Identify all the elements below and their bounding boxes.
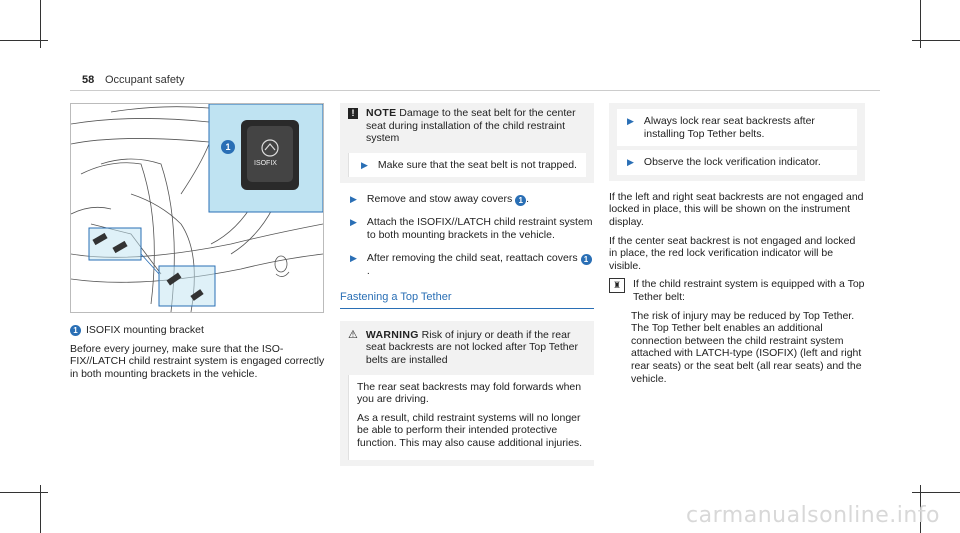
legend-text: ISOFIX mounting bracket xyxy=(86,324,204,336)
step-arrow-icon: ▶ xyxy=(627,157,634,168)
crop-mark xyxy=(912,40,960,41)
column-left xyxy=(70,324,330,380)
warning-body-2: As a result, child restraint systems will no longer be able to perform their intended protective function. This may also cause additional injuries. xyxy=(357,411,583,449)
note-label: NOTE xyxy=(366,107,397,119)
warning-body-1: The rear seat backrests may fold forwards when you are driving. xyxy=(357,380,582,406)
section-title: Occupant safety xyxy=(105,74,185,86)
seat-note-text: If the child restraint system is equipped with a Top Tether belt: xyxy=(633,278,865,303)
legend-callout: 1 xyxy=(70,325,81,336)
note-text: Damage to the seat belt for the center seat during installation of the child restraint system xyxy=(366,107,576,145)
step-text: Remove and stow away covers xyxy=(366,193,513,206)
warning-steps-box xyxy=(609,103,865,181)
step-arrow-icon: ▶ xyxy=(350,194,357,205)
figure-legend xyxy=(70,324,330,337)
warning-text: Risk of injury or death if the rear seat backrests are not locked after Top Tether belts are installed xyxy=(365,328,578,366)
seat-note-body: The risk of injury may be reduced by Top Tether. The Top Tether belt enables an additional connection between the child restraint system attached with LATCH-type (ISOFIX) (left and right rear seats) or the seat belt (all rear seats) and the vehicle. xyxy=(631,309,862,385)
watermark: carmanualsonline.info xyxy=(686,503,940,529)
step-text: After removing the child seat, reattach covers xyxy=(366,251,578,264)
step-text: Always lock rear seat backrests after installing Top Tether belts. xyxy=(643,115,815,140)
isofix-label: ISOFIX xyxy=(254,160,277,167)
step-callout: 1 xyxy=(515,195,526,206)
step-arrow-icon: ▶ xyxy=(350,252,357,263)
crop-mark xyxy=(0,40,48,41)
paragraph: If the center seat backrest is not engaged and locked in place, the red lock verification indicator will be visible. xyxy=(609,234,856,272)
note-box xyxy=(340,103,594,183)
warning-body xyxy=(348,375,594,460)
step-arrow-icon: ▶ xyxy=(361,159,368,170)
step-arrow-icon: ▶ xyxy=(350,217,357,228)
step-item xyxy=(340,193,594,206)
step-end: . xyxy=(526,193,530,206)
note-step xyxy=(348,153,586,178)
crop-mark xyxy=(0,492,48,493)
warning-label: WARNING xyxy=(365,328,419,341)
step-callout: 1 xyxy=(581,254,592,265)
step-text: Attach the ISOFIX//LATCH child restraint system to both mounting brackets in the vehicle. xyxy=(366,216,593,241)
warning-box xyxy=(340,321,594,466)
step-item xyxy=(617,150,857,175)
paragraph: If the left and right seat backrests are not engaged and locked in place, this will be shown on the instrument display. xyxy=(609,190,864,228)
notice-icon: ! xyxy=(348,108,358,119)
page-number: 58 xyxy=(82,74,95,86)
seat-note xyxy=(609,278,865,309)
column-right xyxy=(609,103,865,391)
step-item xyxy=(340,252,594,278)
figure-callout: 1 xyxy=(221,140,235,154)
step-item xyxy=(340,216,594,241)
header-rule xyxy=(70,90,880,91)
crop-mark xyxy=(912,492,960,493)
section-heading: Fastening a Top Tether xyxy=(340,291,594,309)
step-arrow-icon: ▶ xyxy=(627,116,634,126)
child-seat-icon: ♜ xyxy=(609,278,625,293)
step-item xyxy=(617,109,857,146)
step-end: . xyxy=(366,264,370,277)
step-text: Observe the lock verification indicator. xyxy=(643,156,821,169)
intro-paragraph: Before every journey, make sure that the ISO-FIX//LATCH child restraint system is engaged correctly in both mounting brackets in the vehicle. xyxy=(70,342,325,380)
column-middle xyxy=(340,103,594,466)
note-step-text: Make sure that the seat belt is not trapped. xyxy=(377,158,577,171)
isofix-illustration xyxy=(70,103,324,313)
warning-triangle-icon: ⚠ xyxy=(348,328,358,341)
